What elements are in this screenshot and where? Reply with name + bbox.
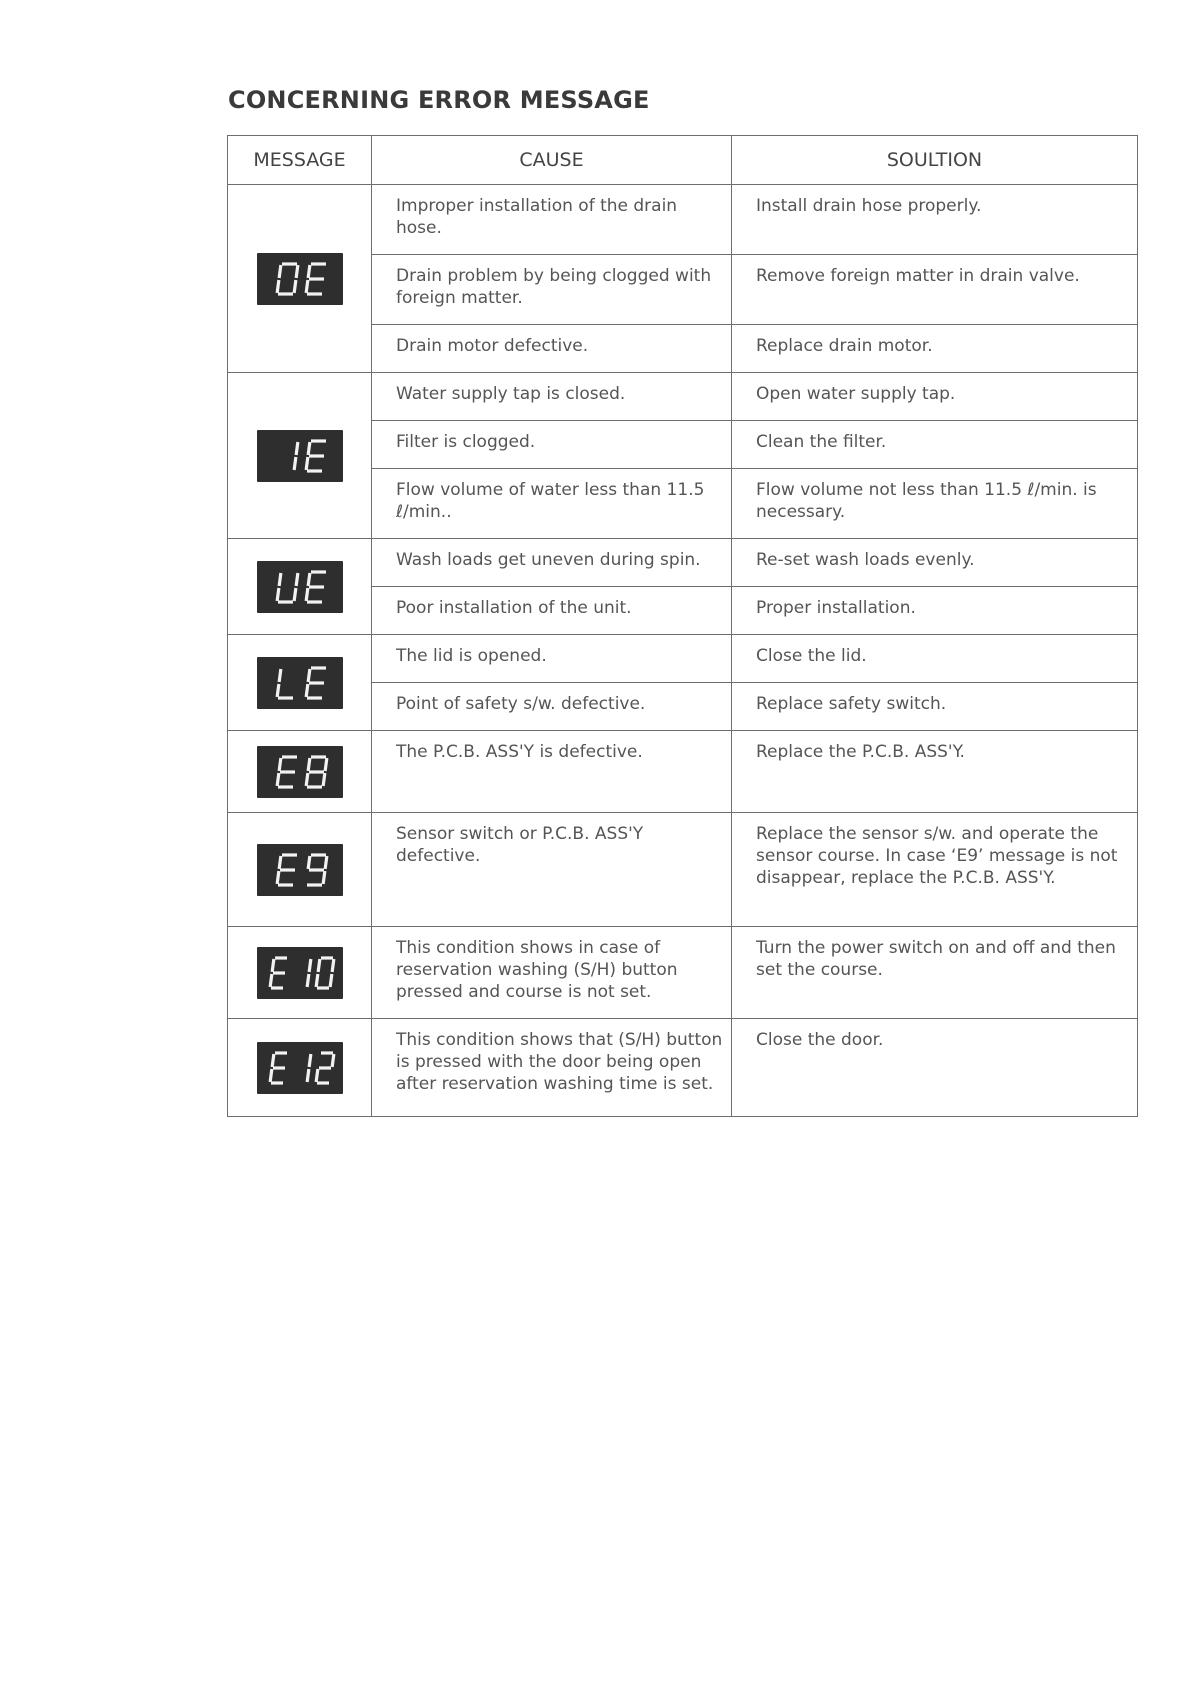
digit-segment [279, 856, 281, 869]
digit-segment [279, 573, 281, 586]
error-display-icon [257, 1042, 343, 1094]
digit-segment [308, 573, 310, 586]
cause-cell: The P.C.B. ASS'Y is defective. [372, 731, 732, 813]
error-display-icon [257, 844, 343, 896]
message-cell [228, 731, 372, 813]
display-digit [277, 855, 297, 885]
solution-cell: Proper installation. [732, 587, 1138, 635]
display-digit [277, 669, 293, 698]
table-row [228, 185, 1138, 255]
digit-segment [296, 265, 298, 278]
display-digit [306, 572, 326, 602]
digit-segment [279, 758, 281, 771]
cause-cell: Water supply tap is closed. [372, 373, 732, 421]
cause-cell: Wash loads get uneven during spin. [372, 539, 732, 587]
digit-segment [308, 669, 310, 682]
display-digit [277, 264, 298, 294]
solution-cell: Close the door. [732, 1019, 1138, 1117]
digit-segment [277, 684, 279, 697]
cause-cell: This condition shows in case of reservation washing (S/H) button pressed and course is not set. [372, 927, 732, 1019]
page-title: CONCERNING ERROR MESSAGE [228, 86, 650, 114]
display-digit [277, 573, 298, 602]
display-digit [316, 1053, 334, 1083]
error-code-digits [257, 844, 343, 896]
digit-segment [277, 280, 279, 293]
error-code-digits [257, 253, 343, 305]
digit-segment [294, 588, 296, 601]
digit-segment [270, 974, 272, 987]
solution-cell: Turn the power switch on and off and then set the course. [732, 927, 1138, 1019]
message-cell [228, 927, 372, 1019]
digit-segment [306, 588, 308, 601]
cause-cell: Point of safety s/w. defective. [372, 683, 732, 731]
digit-segment [277, 588, 279, 601]
display-digit [307, 1054, 311, 1082]
display-digit [270, 1053, 287, 1083]
digit-segment [294, 457, 296, 470]
error-display-icon [257, 253, 343, 305]
error-display-icon [257, 430, 343, 482]
cause-cell: Drain problem by being clogged with foreign matter. [372, 255, 732, 325]
digit-segment [279, 669, 281, 682]
digit-segment [307, 1069, 309, 1082]
table-row [228, 373, 1138, 421]
message-cell [228, 635, 372, 731]
table-row [228, 813, 1138, 927]
digit-segment [316, 974, 318, 987]
display-digit [307, 855, 327, 885]
solution-cell: Re-set wash loads evenly. [732, 539, 1138, 587]
solution-cell: Remove foreign matter in drain valve. [732, 255, 1138, 325]
digit-segment [323, 773, 325, 786]
error-code-digits [257, 1042, 343, 1094]
table-row [228, 635, 1138, 683]
error-code-digits [257, 657, 343, 709]
solution-cell: Install drain hose properly. [732, 185, 1138, 255]
digit-segment [277, 871, 279, 884]
digit-segment [325, 856, 327, 869]
digit-segment [308, 442, 310, 455]
digit-segment [308, 265, 310, 278]
solution-cell: Replace the sensor s/w. and operate the sensor course. In case ‘E9’ message is not disappear, replace the P.C.B. ASS'Y. [732, 813, 1138, 927]
solution-cell: Replace drain motor. [732, 325, 1138, 373]
error-code-digits [257, 430, 343, 482]
solution-cell: Flow volume not less than 11.5 ℓ/min. is necessary. [732, 469, 1138, 539]
display-digit [306, 441, 326, 471]
digit-segment [306, 457, 308, 470]
solution-cell: Open water supply tap. [732, 373, 1138, 421]
digit-segment [306, 280, 308, 293]
table-row [228, 539, 1138, 587]
digit-segment [272, 1054, 274, 1067]
display-digit [306, 668, 326, 698]
digit-segment [332, 1054, 334, 1067]
digit-segment [309, 1054, 311, 1067]
error-code-digits [257, 746, 343, 798]
error-display-icon [257, 561, 343, 613]
solution-cell: Clean the filter. [732, 421, 1138, 469]
digit-segment [323, 871, 325, 884]
digit-segment [296, 442, 298, 455]
digit-segment [270, 1069, 272, 1082]
cause-cell: The lid is opened. [372, 635, 732, 683]
cause-cell: Improper installation of the drain hose. [372, 185, 732, 255]
digit-segment [306, 773, 308, 786]
message-cell [228, 1019, 372, 1117]
digit-segment [318, 959, 320, 972]
display-digit [306, 264, 326, 294]
digit-segment [332, 959, 334, 972]
solution-cell: Replace safety switch. [732, 683, 1138, 731]
message-cell [228, 539, 372, 635]
display-digit [307, 959, 311, 987]
display-digit [306, 757, 327, 787]
digit-segment [308, 758, 310, 771]
digit-segment [309, 959, 311, 972]
display-digit [294, 442, 298, 470]
error-message-table [227, 135, 1138, 1117]
digit-segment [330, 974, 332, 987]
cause-cell: Filter is clogged. [372, 421, 732, 469]
cause-cell: Sensor switch or P.C.B. ASS'Y defective. [372, 813, 732, 927]
digit-segment [308, 856, 310, 869]
cause-cell: Drain motor defective. [372, 325, 732, 373]
error-code-digits [257, 947, 343, 999]
table-row [228, 927, 1138, 1019]
digit-segment [325, 758, 327, 771]
digit-segment [307, 974, 309, 987]
digit-segment [306, 684, 308, 697]
error-display-icon [257, 947, 343, 999]
error-display-icon [257, 657, 343, 709]
table-row [228, 1019, 1138, 1117]
table-header-row [228, 136, 1138, 185]
header-message: MESSAGE [228, 136, 372, 185]
cause-cell: This condition shows that (S/H) button is pressed with the door being open after reservation washing time is set. [372, 1019, 732, 1117]
error-code-digits [257, 561, 343, 613]
message-cell [228, 813, 372, 927]
digit-segment [294, 280, 296, 293]
error-display-icon [257, 746, 343, 798]
digit-segment [272, 959, 274, 972]
header-cause: CAUSE [372, 136, 732, 185]
header-solution: SOULTION [732, 136, 1138, 185]
message-cell [228, 185, 372, 373]
table-row [228, 731, 1138, 813]
digit-segment [296, 573, 298, 586]
message-cell [228, 373, 372, 539]
solution-cell: Replace the P.C.B. ASS'Y. [732, 731, 1138, 813]
display-digit [316, 958, 334, 988]
display-digit [277, 757, 297, 787]
cause-cell: Flow volume of water less than 11.5 ℓ/min.. [372, 469, 732, 539]
digit-segment [316, 1069, 318, 1082]
solution-cell: Close the lid. [732, 635, 1138, 683]
cause-cell: Poor installation of the unit. [372, 587, 732, 635]
digit-segment [279, 265, 281, 278]
display-digit [270, 958, 287, 988]
digit-segment [277, 773, 279, 786]
